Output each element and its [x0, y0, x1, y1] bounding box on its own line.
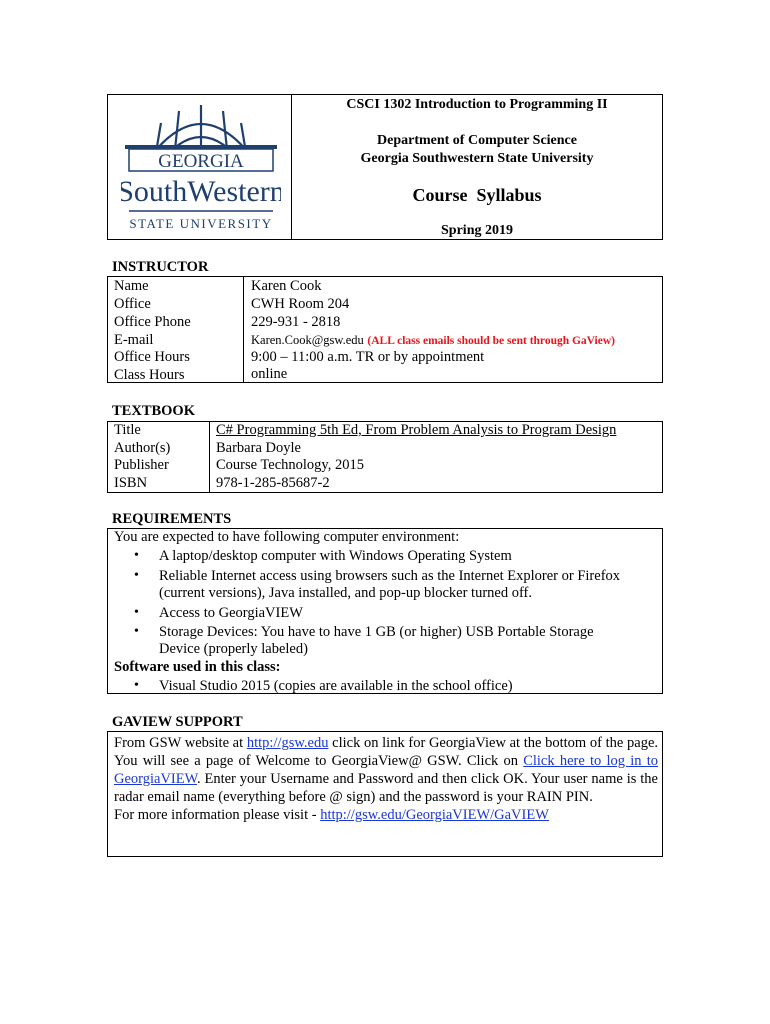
- label-publisher: Publisher: [114, 457, 169, 473]
- logo-text-georgia: GEORGIA: [158, 151, 244, 172]
- label-email: E-mail: [114, 332, 154, 348]
- label-authors: Author(s): [114, 440, 171, 456]
- dome-logo-icon: [121, 101, 281, 233]
- term: Spring 2019: [441, 223, 513, 238]
- instructor-table: [107, 276, 663, 383]
- requirement-item: [159, 624, 594, 641]
- bullet-icon: •: [134, 568, 139, 583]
- software-item: Visual Studio 2015 (copies are available in the school office): [159, 678, 513, 694]
- bullet-icon: •: [134, 548, 139, 563]
- label-title: Title: [114, 422, 141, 438]
- instructor-divider: [243, 277, 244, 382]
- header-divider: [291, 95, 292, 239]
- book-author: Barbara Doyle: [216, 440, 301, 456]
- book-publisher: Course Technology, 2015: [216, 457, 364, 473]
- university-logo: [121, 101, 281, 233]
- document-title: Course Syllabus: [412, 185, 542, 205]
- instructor-heading: INSTRUCTOR: [112, 259, 209, 275]
- bullet-icon: •: [134, 678, 139, 693]
- requirement-item: Access to GeorgiaVIEW: [159, 605, 303, 621]
- instructor-office-hours: 9:00 – 11:00 a.m. TR or by appointment: [251, 349, 485, 365]
- label-isbn: ISBN: [114, 475, 148, 491]
- requirement-item: Reliable Internet access using browsers such as the Internet Explorer or Firefox: [159, 568, 621, 584]
- gaview-paragraph: [114, 734, 658, 824]
- header-table: [107, 94, 663, 240]
- label-class-hours: Class Hours: [114, 367, 185, 383]
- gaview-text: . Enter your Username and Password and then click OK. Your user name is the radar email name (everything before @ sign) and the password is your RAIN PIN.: [114, 771, 658, 805]
- email-note: (ALL class emails should be sent through GaView): [367, 335, 615, 347]
- bullet-icon: •: [134, 605, 139, 620]
- bullet-icon: •: [134, 624, 139, 639]
- instructor-name: Karen Cook: [251, 278, 322, 294]
- instructor-email: Karen.Cook@gsw.edu: [251, 333, 364, 347]
- storage-colon: : You have to have 1 GB (or higher) USB Portable Storage: [253, 624, 594, 640]
- requirement-item-cont: (current versions), Java installed, and pop-up blocker turned off.: [159, 585, 532, 601]
- instructor-class-hours: online: [251, 366, 288, 382]
- gsw-link[interactable]: http://gsw.edu: [246, 735, 329, 751]
- gaview-box: [107, 731, 663, 857]
- gaview-text: For more information please visit -: [114, 807, 321, 823]
- label-office-phone: Office Phone: [114, 314, 191, 330]
- software-heading: Software used in this class:: [114, 659, 281, 675]
- requirements-intro: You are expected to have following computer environment:: [114, 529, 460, 545]
- requirement-item: A laptop/desktop computer with Windows Operating System: [159, 548, 512, 564]
- gaview-heading: GAVIEW SUPPORT: [112, 714, 243, 730]
- book-isbn: 978-1-285-85687-2: [216, 475, 330, 491]
- requirements-heading: REQUIREMENTS: [112, 511, 232, 527]
- instructor-email-row: [251, 332, 615, 351]
- gaview-more-info: [114, 806, 658, 824]
- instructor-phone: 229-931 - 2818: [251, 314, 341, 330]
- gaview-text: From GSW website at: [114, 735, 247, 751]
- course-title: CSCI 1302 Introduction to Programming II: [346, 97, 608, 112]
- book-title: C# Programming 5th Ed, From Problem Analysis to Program Design: [216, 422, 617, 438]
- university-name: Georgia Southwestern State University: [360, 151, 594, 166]
- department-name: Department of Computer Science: [377, 133, 577, 148]
- logo-text-southwestern: SouthWestern: [121, 175, 281, 208]
- gaview-text: click on link for GeorgiaView at the bottom of the page. You will see a page of Welcome to GeorgiaView@ GSW. Click on: [114, 735, 659, 769]
- label-office: Office: [114, 296, 151, 312]
- textbook-heading: TEXTBOOK: [112, 403, 195, 419]
- requirement-item-cont: Device (properly labeled): [159, 641, 308, 657]
- logo-text-state-university: STATE UNIVERSITY: [129, 216, 273, 231]
- textbook-table: [107, 421, 663, 493]
- textbook-divider: [209, 422, 210, 492]
- storage-devices-label: Storage Devices: [159, 624, 254, 640]
- gaview-info-link[interactable]: http://gsw.edu/GeorgiaVIEW/GaVIEW: [320, 807, 549, 823]
- requirements-box: [107, 528, 663, 694]
- label-office-hours: Office Hours: [114, 349, 190, 365]
- login-link[interactable]: Click here to log in to GeorgiaVIEW: [114, 753, 658, 787]
- label-name: Name: [114, 278, 149, 294]
- instructor-office: CWH Room 204: [251, 296, 350, 312]
